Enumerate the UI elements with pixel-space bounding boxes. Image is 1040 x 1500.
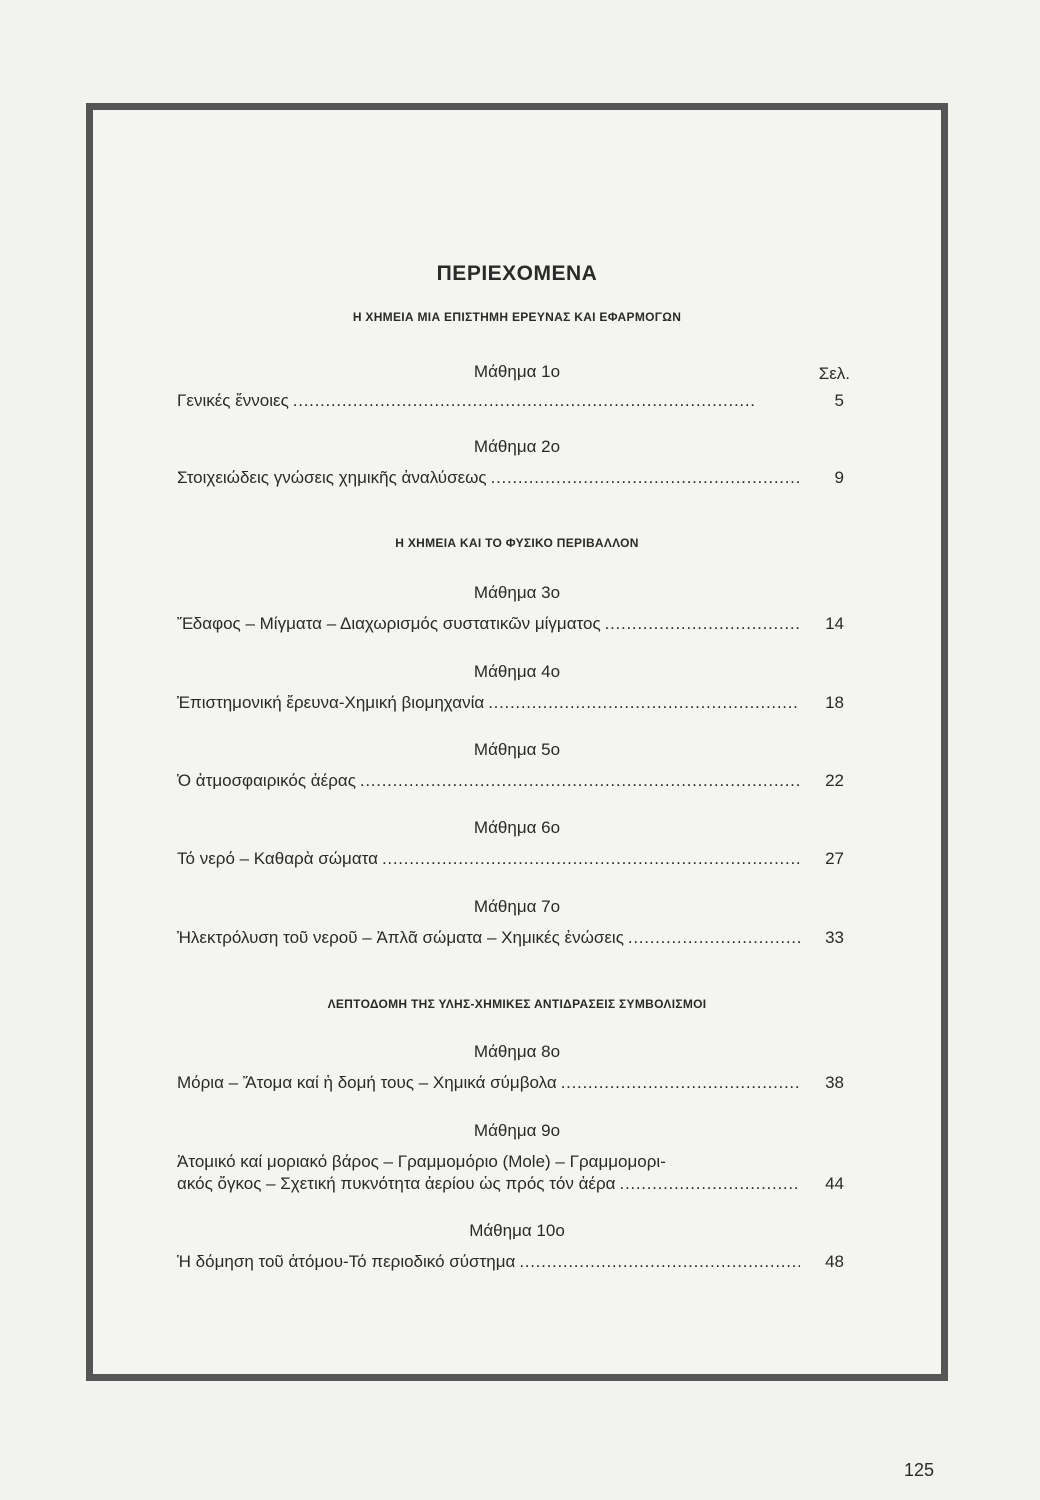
lesson-heading-6: Μάθημα 6ο xyxy=(473,818,561,837)
toc-entry-text: Ἡ δόμηση τοῦ ἀτόμου-Τό περιοδικό σύστημα xyxy=(177,1252,516,1271)
toc-entry-page: 48 xyxy=(825,1252,844,1271)
toc-entry-page: 33 xyxy=(825,928,844,947)
lesson-heading-1: Μάθημα 1ο xyxy=(473,362,561,381)
section-heading-1: Η ΧΗΜΕΙΑ ΜΙΑ ΕΠΙΣΤΗΜΗ ΕΡΕΥΝΑΣ ΚΑΙ ΕΦΑΡΜΟΓΩΝ xyxy=(352,310,682,324)
lesson-heading-9: Μάθημα 9ο xyxy=(473,1121,561,1140)
leader-dots xyxy=(382,848,800,870)
section-heading-3: ΛΕΠΤΟΔΟΜΗ ΤΗΣ ΥΛΗΣ-ΧΗΜΙΚΕΣ ΑΝΤΙΔΡΑΣΕΙΣ ΣΥΜΒΟΛΙΣΜΟΙ xyxy=(327,997,707,1011)
toc-entry-page: 9 xyxy=(834,468,844,487)
toc-entry-9[interactable] xyxy=(177,1151,844,1195)
toc-entry-text-line1: Ἀτομικό καί μοριακό βάρος – Γραμμομόριο (Mole) – Γραμμομορι- xyxy=(177,1152,666,1171)
leader-dots xyxy=(519,1251,800,1273)
toc-entry-5[interactable] xyxy=(177,770,844,792)
toc-entry-1[interactable] xyxy=(177,390,844,412)
lesson-heading-7: Μάθημα 7ο xyxy=(473,897,561,916)
lesson-heading-8: Μάθημα 8ο xyxy=(473,1042,561,1061)
toc-entry-page: 44 xyxy=(825,1174,844,1193)
toc-entry-2[interactable] xyxy=(177,467,844,489)
lesson-heading-10: Μάθημα 10ο xyxy=(469,1221,565,1240)
lesson-heading-2: Μάθημα 2ο xyxy=(473,437,561,456)
page-column-label: Σελ. xyxy=(818,364,850,383)
page-number: 125 xyxy=(904,1460,935,1480)
toc-frame xyxy=(86,103,948,1381)
leader-dots xyxy=(293,390,800,412)
section-heading-2: Η ΧΗΜΕΙΑ ΚΑΙ ΤΟ ΦΥΣΙΚΟ ΠΕΡΙΒΑΛΛΟΝ xyxy=(395,536,639,550)
lesson-heading-4: Μάθημα 4ο xyxy=(473,662,561,681)
toc-entry-text: Γενικές ἔννοιες xyxy=(177,391,289,410)
toc-entry-page: 38 xyxy=(825,1073,844,1092)
leader-dots xyxy=(605,613,800,635)
toc-entry-7[interactable] xyxy=(177,927,844,949)
toc-entry-text: Ἔδαφος – Μίγματα – Διαχωρισμός συστατικῶν μίγματος xyxy=(177,614,601,633)
toc-entry-page: 27 xyxy=(825,849,844,868)
page-title: ΠΕΡΙΕΧΟΜΕΝΑ xyxy=(436,262,598,285)
lesson-heading-5: Μάθημα 5ο xyxy=(473,740,561,759)
leader-dots xyxy=(561,1072,800,1094)
toc-entry-text-line2: ακός ὄγκος – Σχετική πυκνότητα ἀερίου ὡς πρός τόν ἀέρα xyxy=(177,1174,616,1193)
toc-entry-text: Ἠλεκτρόλυση τοῦ νεροῦ – Ἀπλᾶ σώματα – Χημικές ἐνώσεις xyxy=(177,928,624,947)
toc-entry-8[interactable] xyxy=(177,1072,844,1094)
toc-entry-6[interactable] xyxy=(177,848,844,870)
toc-entry-page: 5 xyxy=(834,391,844,410)
toc-entry-page: 14 xyxy=(825,614,844,633)
leader-dots xyxy=(628,927,800,949)
lesson-heading-3: Μάθημα 3ο xyxy=(473,583,561,602)
leader-dots xyxy=(491,467,800,489)
toc-entry-text: Ὁ ἀτμοσφαιρικός ἀέρας xyxy=(177,771,356,790)
toc-entry-3[interactable] xyxy=(177,613,844,635)
leader-dots xyxy=(488,692,800,714)
toc-entry-text: Στοιχειώδεις γνώσεις χημικῆς ἀναλύσεως xyxy=(177,468,487,487)
toc-entry-page: 22 xyxy=(825,771,844,790)
leader-dots xyxy=(360,770,800,792)
leader-dots xyxy=(620,1173,801,1195)
toc-entry-10[interactable] xyxy=(177,1251,844,1273)
toc-entry-page: 18 xyxy=(825,693,844,712)
toc-entry-4[interactable] xyxy=(177,692,844,714)
toc-entry-text: Ἐπιστημονική ἔρευνα-Χημική βιομηχανία xyxy=(177,693,485,712)
toc-entry-text: Τό νερό – Καθαρὰ σώματα xyxy=(177,849,378,868)
toc-entry-text: Μόρια – Ἄτομα καί ἡ δομή τους – Χημικά σύμβολα xyxy=(177,1073,557,1092)
